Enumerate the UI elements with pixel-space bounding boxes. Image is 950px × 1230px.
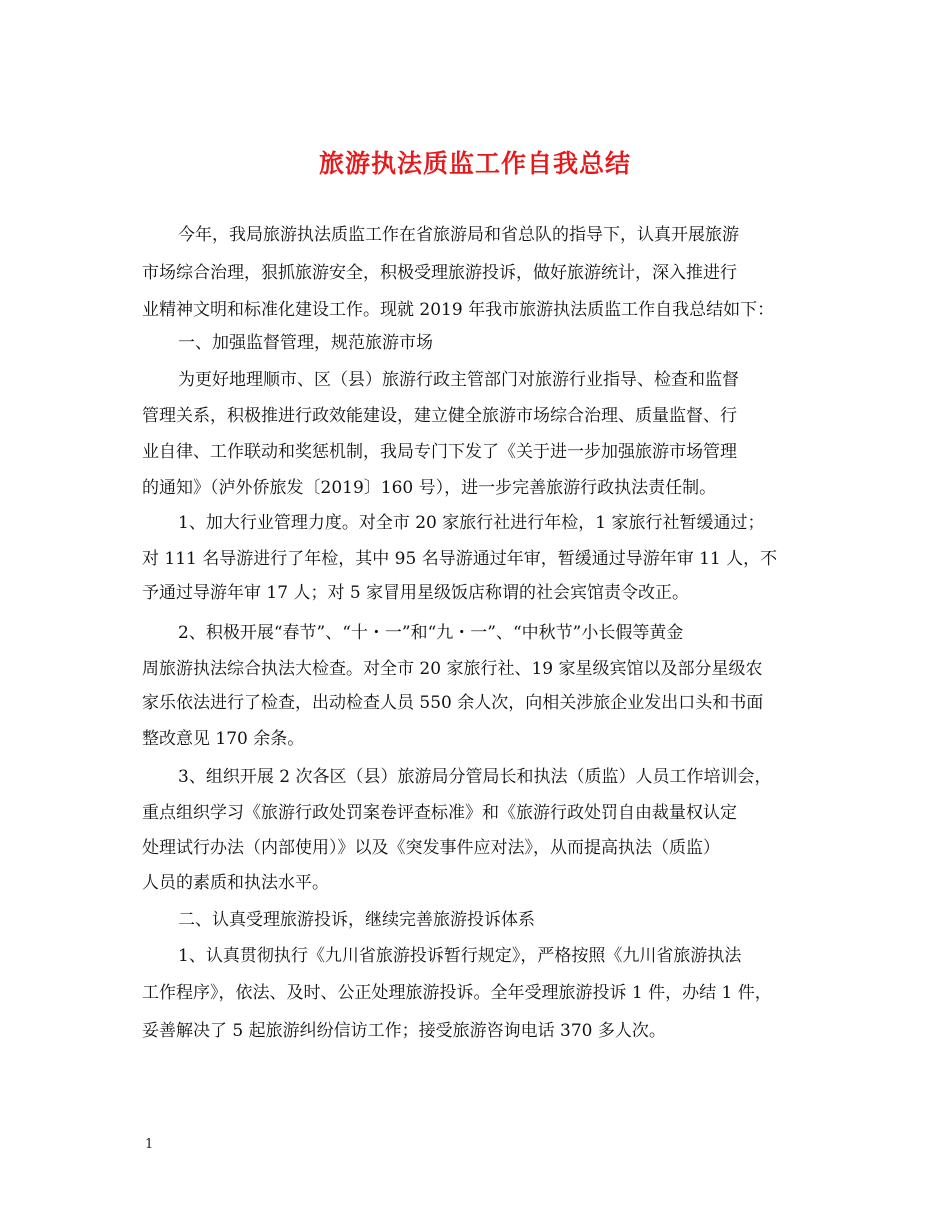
paragraph-line: 管理关系，积极推进行政效能建设，建立健全旅游市场综合治理、质量监督、行 [142,406,737,426]
paragraph-line: 1、认真贯彻执行《九川省旅游投诉暂行规定》，严格按照《九川省旅游执法 [178,946,742,966]
paragraph-line: 处理试行办法（内部使用）》以及《突发事件应对法》，从而提高执法（质监） [142,838,720,858]
paragraph-line: 家乐依法进行了检查，出动检查人员 550 余人次，向相关涉旅企业发出口头和书面 [142,693,764,713]
section-heading: 一、加强监督管理，规范旅游市场 [178,333,433,353]
paragraph-line: 重点组织学习《旅游行政处罚案卷评查标准》和《旅游行政处罚自由裁量权认定 [142,803,737,823]
section-heading: 二、认真受理旅游投诉，继续完善旅游投诉体系 [178,910,535,930]
document-title: 旅游执法质监工作自我总结 [318,149,631,178]
paragraph-line: 的通知》（泸外侨旅发〔2019〕160 号），进一步完善旅游行政执法责任制。 [142,478,717,498]
paragraph-line: 周旅游执法综合执法大检查。对全市 20 家旅行社、19 家星级宾馆以及部分星级农 [142,659,763,679]
paragraph-line: 业自律、工作联动和奖惩机制，我局专门下发了《关于进一步加强旅游市场管理 [142,442,737,462]
paragraph-line: 对 111 名导游进行了年检，其中 95 名导游通过年审，暂缓通过导游年审 11 人，不 [142,549,778,569]
paragraph-line: 予通过导游年审 17 人；对 5 家冒用星级饭店称谓的社会宾馆责令改正。 [142,583,690,603]
paragraph-line: 工作程序》，依法、及时、公正处理旅游投诉。全年受理旅游投诉 1 件，办结 1 件， [142,983,772,1003]
paragraph-line: 今年，我局旅游执法质监工作在省旅游局和省总队的指导下，认真开展旅游 [178,225,739,245]
paragraph-line: 妥善解决了 5 起旅游纠纷信访工作；接受旅游咨询电话 370 多人次。 [142,1021,666,1041]
paragraph-line: 为更好地理顺市、区（县）旅游行政主管部门对旅游行业指导、检查和监督 [178,370,739,390]
paragraph-line: 1、加大行业管理力度。对全市 20 家旅行社进行年检，1 家旅行社暂缓通过； [178,513,765,533]
paragraph-line: 人员的素质和执法水平。 [142,873,329,893]
paragraph-line: 2、积极开展“春节”、“十・一”和“九・一”、“中秋节”小长假等黄金 [178,623,684,643]
paragraph-line: 3、组织开展 2 次各区（县）旅游局分管局长和执法（质监）人员工作培训会， [178,767,772,787]
paragraph-line: 市场综合治理，狠抓旅游安全，积极受理旅游投诉，做好旅游统计，深入推进行 [142,263,737,283]
paragraph-line: 业精神文明和标准化建设工作。现就 2019 年我市旅游执法质监工作自我总结如下： [142,300,775,320]
page-number: 1 [145,1137,154,1152]
paragraph-line: 整改意见 170 余条。 [142,729,305,749]
